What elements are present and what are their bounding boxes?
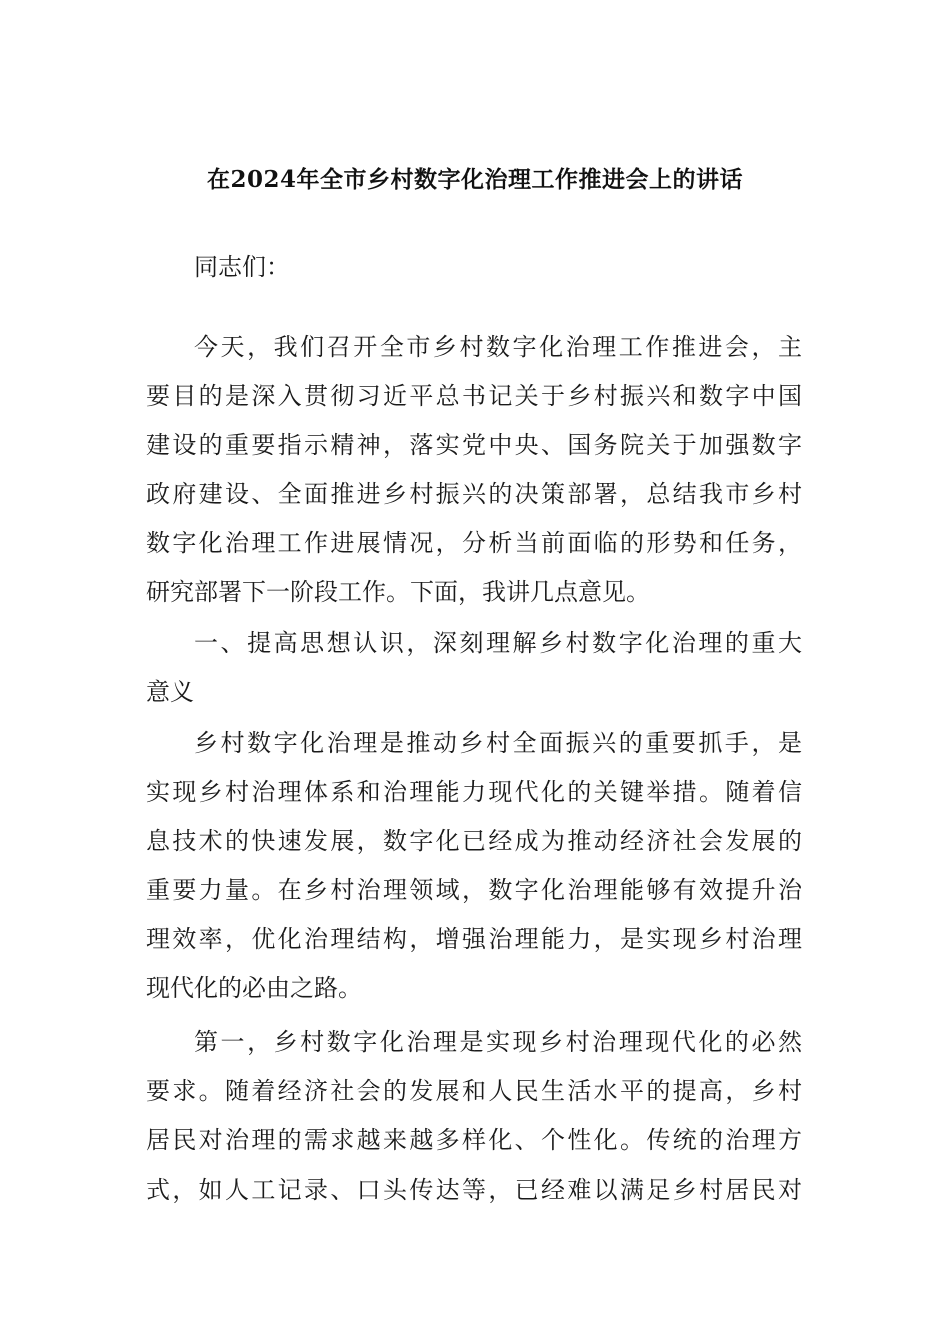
- paragraph-line: 式，如人工记录、口头传达等，已经难以满足乡村居民对: [146, 1176, 802, 1204]
- paragraph-line: 政府建设、全面推进乡村振兴的决策部署，总结我市乡村: [146, 480, 802, 508]
- section-heading-line: 意义: [146, 678, 194, 706]
- paragraph-line: 实现乡村治理体系和治理能力现代化的关键举措。随着信: [146, 778, 802, 806]
- paragraph-line: 重要力量。在乡村治理领域，数字化治理能够有效提升治: [146, 876, 802, 904]
- paragraph-line: 乡村数字化治理是推动乡村全面振兴的重要抓手，是: [194, 729, 802, 757]
- paragraph-line: 数字化治理工作进展情况，分析当前面临的形势和任务，: [146, 529, 802, 557]
- paragraph-line: 要目的是深入贯彻习近平总书记关于乡村振兴和数字中国: [146, 382, 802, 410]
- paragraph-line: 息技术的快速发展，数字化已经成为推动经济社会发展的: [146, 827, 802, 855]
- salutation: 同志们：: [194, 253, 290, 281]
- paragraph-line: 第一，乡村数字化治理是实现乡村治理现代化的必然: [194, 1028, 802, 1056]
- section-heading-line: 一、提高思想认识，深刻理解乡村数字化治理的重大: [194, 629, 802, 657]
- paragraph-line: 研究部署下一阶段工作。下面，我讲几点意见。: [146, 578, 650, 606]
- paragraph-line: 要求。随着经济社会的发展和人民生活水平的提高，乡村: [146, 1077, 802, 1105]
- paragraph-line: 建设的重要指示精神，落实党中央、国务院关于加强数字: [146, 431, 802, 459]
- paragraph-line: 现代化的必由之路。: [146, 974, 362, 1002]
- paragraph-line: 居民对治理的需求越来越多样化、个性化。传统的治理方: [146, 1126, 802, 1154]
- paragraph-line: 理效率，优化治理结构，增强治理能力，是实现乡村治理: [146, 925, 802, 953]
- paragraph-line: 今天，我们召开全市乡村数字化治理工作推进会，主: [194, 333, 802, 361]
- document-title: 在2024年全市乡村数字化治理工作推进会上的讲话: [206, 166, 743, 193]
